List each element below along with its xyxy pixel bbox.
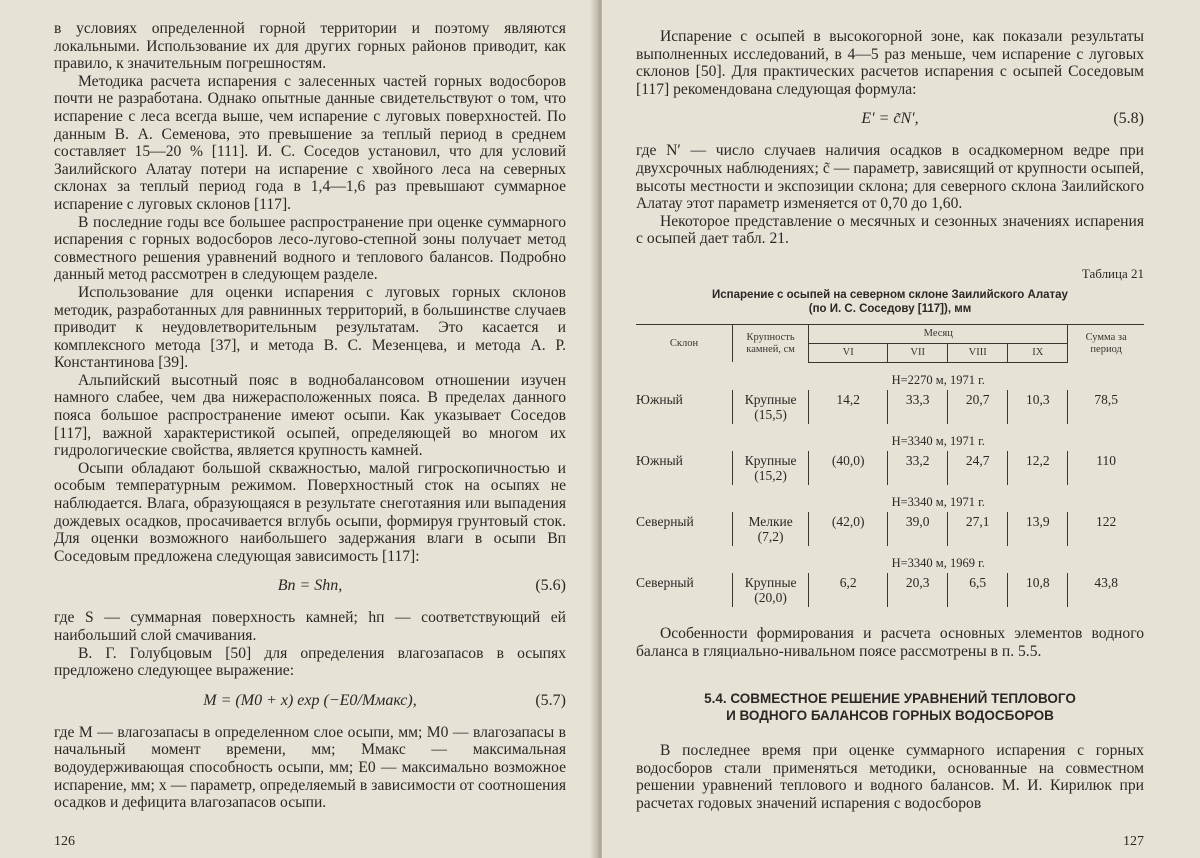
value-cell: 33,3 [888, 390, 948, 424]
table-title-line: Испарение с осыпей на северном склоне Заилийского Алатау [712, 288, 1068, 301]
slope-cell: Южный [636, 452, 683, 468]
col-sum-header: Сумма за период [1068, 324, 1144, 362]
formula-number: (5.7) [535, 691, 566, 709]
paragraph: Испарение с осыпей в высокогорной зоне, как показали результаты выполненных исследований, в 4—5 раз меньше, чем испарение с луговых склонов [50]. Для практических расчетов испарения с осыпей Соседовым [117] рекомендована следующая формула: [636, 28, 1144, 98]
paragraph: где S — суммарная поверхность камней; hп — соответствующий ей наибольший слой смачивания. [54, 609, 566, 644]
size-cell: Крупные (15,5) [733, 390, 809, 424]
sum-cell: 122 [1068, 512, 1144, 546]
col-slope-header: Склон [636, 324, 733, 362]
value-cell: 39,0 [888, 512, 948, 546]
month-header: VIII [948, 343, 1008, 362]
table-label: Таблица 21 [1081, 265, 1144, 281]
slope-cell: Южный [636, 391, 683, 407]
formula-expression: M = (M0 + x) exp (−E0/Mмакс), [203, 691, 417, 709]
formula-expression: Bп = Shп, [277, 577, 343, 595]
month-header: VII [888, 343, 948, 362]
section-title-line: 5.4. СОВМЕСТНОЕ РЕШЕНИЕ УРАВНЕНИЙ ТЕПЛОВОГО [704, 691, 1076, 707]
paragraph: Осыпи обладают большой скважностью, малой гигроскопичностью и особым температурным режимом. Поверхностный сток на осыпях не наблюдается. Влага, образующаяся в результате снеготаяния или выпадения дождевых осадков, просачивается вглубь осыпи, формируя грунтовый сток. Для оценки возможного наибольшего задержания влаги в осыпи Bп Соседовым предложена следующая зависимость [117]: [54, 459, 566, 565]
paragraph: В. Г. Голубцовым [50] для определения влагозапасов в осыпях предложено следующее выражение: [54, 644, 566, 680]
month-header: VI [809, 343, 888, 362]
value-cell: (42,0) [809, 512, 888, 546]
paragraph: в условиях определенной горной территории и поэтому являются локальными. Использование их для других горных районов приводит, как правило, к значительным погрешностям. [54, 20, 566, 73]
col-size-header: Крупность камней, см [733, 324, 809, 362]
formula-number: (5.6) [535, 577, 566, 595]
value-cell: 14,2 [809, 390, 888, 424]
paragraph: Альпийский высотный пояс в воднобалансовом отношении изучен намного слабее, чем два нижерасположенных пояса. В пределах данного пояса большое распространение имеют осыпи. Как указывает Соседов [117], важной характеристикой осыпей, определяющей во многом их гидрологические свойства, является крупность камней. [54, 371, 566, 460]
value-cell: 24,7 [948, 451, 1008, 485]
group-header: H=3340 м, 1971 г. [891, 433, 985, 448]
section-title [636, 690, 1144, 724]
slope-cell: Северный [636, 513, 694, 529]
formula-5-6 [54, 577, 566, 595]
right-page [602, 0, 1200, 858]
formula-expression: E′ = c̃N′, [861, 110, 919, 128]
sum-cell: 43,8 [1068, 573, 1144, 607]
value-cell: 20,7 [948, 390, 1008, 424]
paragraph: Использование для оценки испарения с луговых горных склонов методик, разработанных для равнинных территорий, в большинстве случаев приводит к неудовлетворительным результатам. Это касается и комплексного метода [37], и метода В. С. Мезенцева, и метода А. Р. Константинова [39]. [54, 283, 566, 372]
value-cell: 13,9 [1008, 512, 1068, 546]
value-cell: 10,3 [1008, 390, 1068, 424]
evaporation-table [636, 324, 1144, 607]
paragraph: В последние годы все большее распространение при оценке суммарного испарения с горных водосборов лесо-лугово-степной зоны получает метод совместного решения уравнений водного и теплового балансов. Подробно данный метод рассмотрен в следующем разделе. [54, 213, 566, 284]
value-cell: (40,0) [809, 451, 888, 485]
group-header: H=3340 м, 1971 г. [891, 494, 985, 509]
formula-5-8 [636, 110, 1144, 128]
size-cell: Крупные (15,2) [733, 451, 809, 485]
paragraph: Особенности формирования и расчета основных элементов водного баланса в гляциально-нивальном поясе рассмотрены в п. 5.5. [636, 624, 1144, 660]
table-row [636, 512, 1144, 546]
col-month-header: Месяц [809, 324, 1068, 343]
left-page [0, 0, 598, 858]
section-title-line: И ВОДНОГО БАЛАНСОВ ГОРНЫХ ВОДОСБОРОВ [726, 708, 1054, 724]
group-header: H=2270 м, 1971 г. [891, 372, 985, 387]
table-title [636, 288, 1144, 316]
formula-number: (5.8) [1113, 110, 1144, 128]
page-number: 127 [1123, 834, 1144, 849]
group-header: H=3340 м, 1969 г. [891, 555, 985, 570]
page-number: 126 [54, 834, 75, 849]
value-cell: 12,2 [1008, 451, 1068, 485]
value-cell: 6,2 [809, 573, 888, 607]
value-cell: 33,2 [888, 451, 948, 485]
table-title-line: (по И. С. Соседову [117]), мм [808, 302, 972, 315]
value-cell: 10,8 [1008, 573, 1068, 607]
paragraph: Методика расчета испарения с залесенных частей горных водосборов почти не разработана. Однако опытные данные свидетельствуют о том, что испарение с леса всегда выше, чем испарение с луговых поверхностей. По данным В. А. Семенова, это превышение за теплый период в среднем составляет 15—20 % [111]. И. С. Соседов установил, что для условий Заилийского Алатау потери на испарение с хвойного леса на северных склонах за теплый период года в 1,4—1,6 раз превышают суммарное испарение с луговых склонов [117]. [54, 72, 566, 213]
size-cell: Крупные (20,0) [733, 573, 809, 607]
value-cell: 27,1 [948, 512, 1008, 546]
month-header: IX [1008, 343, 1068, 362]
sum-cell: 110 [1068, 451, 1144, 485]
value-cell: 20,3 [888, 573, 948, 607]
size-cell: Мелкие (7,2) [733, 512, 809, 546]
table-row [636, 451, 1144, 485]
table-row [636, 390, 1144, 424]
paragraph: где M — влагозапасы в определенном слое осыпи, мм; M0 — влагозапасы в начальный момент времени, мм; Mмакс — максимальная водоудерживающая способность осыпи, мм; E0 — максимально возможное испарение, мм; x — параметр, определяемый в зависимости от соотношения осадков и дефицита влагозапасов осыпи. [54, 723, 566, 812]
paragraph: Некоторое представление о месячных и сезонных значениях испарения с осыпей дает табл. 21. [636, 212, 1144, 248]
table-row [636, 573, 1144, 607]
formula-5-7 [54, 692, 566, 710]
slope-cell: Северный [636, 574, 694, 590]
paragraph: где N′ — число случаев наличия осадков в осадкомерном ведре при двухсрочных наблюдениях; c̃ — параметр, зависящий от крупности осыпей, высоты местности и экспозиции склона; для северного склона Заилийского Алатау этот параметр изменяется от 0,70 до 1,60. [636, 142, 1144, 213]
sum-cell: 78,5 [1068, 390, 1144, 424]
paragraph: В последнее время при оценке суммарного испарения с горных водосборов стали применяться методики, основанные на совместном решении уравнений теплового и водного балансов. М. И. Кирилюк при расчетах годовых значений испарения с водосборов [636, 742, 1144, 812]
value-cell: 6,5 [948, 573, 1008, 607]
